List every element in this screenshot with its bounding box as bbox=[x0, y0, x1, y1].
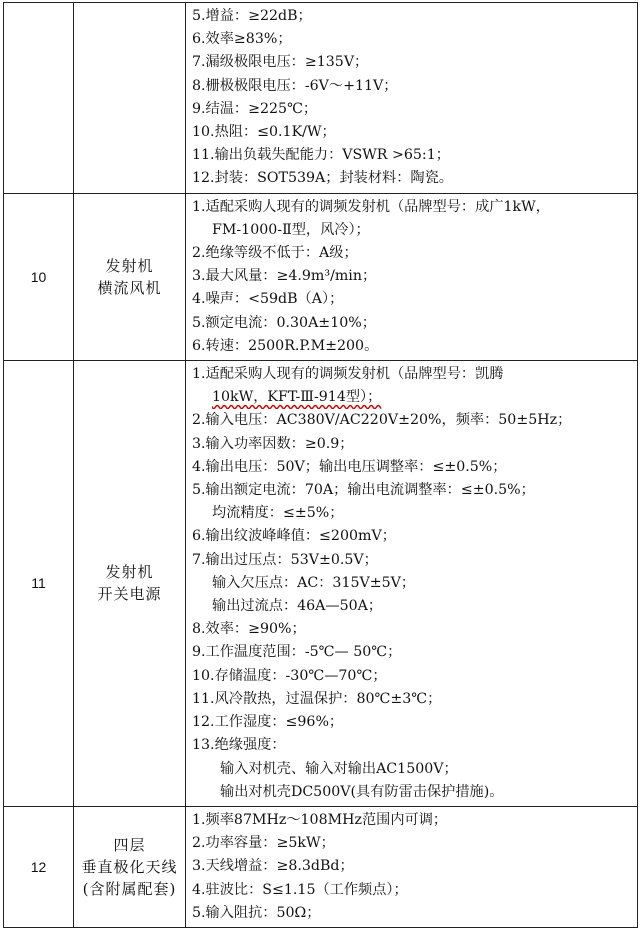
table-row bbox=[4, 806, 638, 927]
spec-line: 均流精度：≤±5%； bbox=[212, 505, 344, 522]
spec-cell bbox=[186, 806, 638, 927]
spec-line: 11.输出负载失配能力：VSWR >65:1； bbox=[192, 147, 450, 164]
spec-line: 4.输出电压：50V；输出电压调整率：≤±0.5%； bbox=[192, 458, 507, 475]
item-name-line: 垂直极化天线 bbox=[81, 857, 178, 876]
spec-table bbox=[3, 2, 638, 928]
spec-line: 5.额定电流：0.30A±10%； bbox=[192, 314, 376, 331]
item-name-line: 发射机 bbox=[105, 563, 154, 582]
spec-line: FM-1000-Ⅱ型，风冷）； bbox=[212, 221, 370, 238]
spec-line: 7.漏级极限电压：≥135V； bbox=[192, 54, 369, 71]
spec-line: 12.工作湿度：≤96%； bbox=[192, 714, 344, 731]
spec-line: 3.输入功率因数：≥0.9； bbox=[192, 435, 354, 452]
spec-line: 1.适配采购人现有的调频发射机（品牌型号：凯腾 bbox=[192, 366, 504, 383]
item-name-line: 发射机 bbox=[105, 256, 154, 275]
spec-line: 1.适配采购人现有的调频发射机（品牌型号：成广1kW， bbox=[192, 198, 550, 215]
spec-line: 12.封装：SOT539A；封装材料：陶瓷。 bbox=[192, 170, 453, 187]
item-number-cell: 11 bbox=[4, 361, 74, 807]
spec-line: 3.天线增益：≥8.3dBd； bbox=[192, 858, 354, 875]
spec-line: 1.频率87MHz～108MHz范围内可调； bbox=[192, 811, 448, 828]
spec-line: 4.噪声：<59dB（A）； bbox=[192, 291, 344, 308]
item-number-cell bbox=[4, 3, 74, 194]
spec-line: 2.功率容量：≥5kW； bbox=[192, 835, 335, 852]
spec-line: 输入对机壳、输入对输出AC1500V； bbox=[220, 760, 458, 777]
item-name-cell bbox=[74, 361, 186, 807]
spec-cell bbox=[186, 193, 638, 360]
spec-line: 4.驻波比：S≤1.15（工作频点）； bbox=[192, 881, 408, 898]
spec-line: 9.工作温度范围：-5℃— 50℃； bbox=[192, 644, 402, 661]
spec-line: 3.最大风量：≥4.9m³/min； bbox=[192, 268, 377, 285]
spec-line: 输出对机壳DC500V(具有防雷击保护措施)。 bbox=[220, 783, 504, 800]
spec-line: 9.结温：≥225℃； bbox=[192, 100, 318, 117]
spec-line: 5.增益：≥22dB； bbox=[192, 8, 312, 24]
spec-line: 2.输入电压：AC380V/AC220V±20%，频率：50±5Hz； bbox=[192, 412, 572, 429]
spec-line: 7.输出过压点：53V±0.5V； bbox=[192, 551, 378, 568]
item-name-line: 四层 bbox=[113, 835, 146, 854]
spec-cell bbox=[186, 3, 638, 194]
table-row bbox=[4, 193, 638, 360]
spec-line: 8.栅极极限电压：-6V～+11V； bbox=[192, 77, 398, 94]
spec-line: 输入欠压点：AC：315V±5V； bbox=[212, 574, 416, 591]
spec-line: 13.绝缘强度： bbox=[192, 737, 286, 754]
spec-line: 10kW，KFT-Ⅲ-914型）； bbox=[212, 389, 382, 406]
spec-line: 11.风冷散热，过温保护：80℃±3℃； bbox=[192, 690, 442, 707]
item-name-cell bbox=[74, 3, 186, 194]
table-row bbox=[4, 361, 638, 807]
item-number-cell: 10 bbox=[4, 193, 74, 360]
spec-line: 6.效率≥83%； bbox=[192, 31, 292, 48]
spec-line: 8.效率：≥90%； bbox=[192, 621, 306, 638]
spec-line: 6.转速：2500R.P.M±200。 bbox=[192, 337, 379, 354]
item-name-cell bbox=[74, 193, 186, 360]
spec-line: 6.输出纹波峰峰值：≤200mV； bbox=[192, 528, 396, 545]
spec-line: 5.输出额定电流：70A；输出电流调整率：≤±0.5%； bbox=[192, 482, 535, 499]
spec-line: 5.输入阻抗：50Ω； bbox=[192, 904, 321, 921]
item-name-cell bbox=[74, 806, 186, 927]
item-number-cell: 12 bbox=[4, 806, 74, 927]
spec-line: 10.存储温度：-30℃—70℃； bbox=[192, 667, 387, 684]
spec-line: 输出过流点：46A—50A； bbox=[212, 598, 383, 615]
item-name-line: 开关电源 bbox=[97, 585, 162, 604]
spec-line: 2.绝缘等级不低于：A级； bbox=[192, 245, 358, 262]
item-name-line: (含附属配套) bbox=[82, 879, 177, 898]
spec-line: 10.热阻：≤0.1K/W； bbox=[192, 124, 336, 141]
item-name-line: 横流风机 bbox=[97, 278, 162, 297]
spec-cell bbox=[186, 361, 638, 807]
table-row bbox=[4, 3, 638, 194]
